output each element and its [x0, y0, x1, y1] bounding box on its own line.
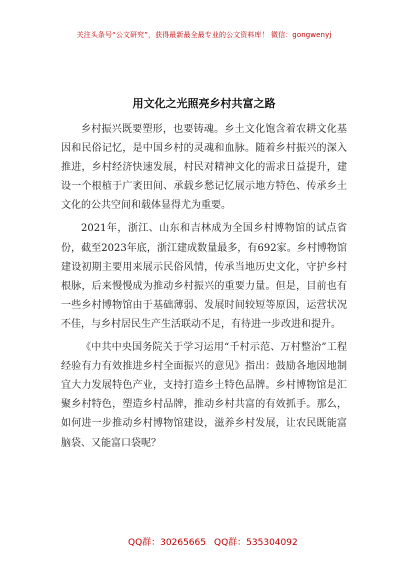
header-notice: 关注头条号“公文研究”，获得最新最全最专业的公文资料库！ 微信：gongwenyj [76, 31, 332, 39]
qq-group-2: QQ群：535304092 [214, 538, 298, 548]
document-title: 用文化之光照亮乡村共富之路 [132, 97, 276, 110]
document-body [61, 120, 347, 457]
paragraph-3: 《中共中央国务院关于学习运用“千村示范、万村整治”工程经验有力有效推进乡村全面振兴的意见》指出：鼓励各地因地制宜大力发展特色产业，支持打造乡土特色品牌。乡村博物馆是汇聚乡村特色，塑造乡村品牌，推动乡村共富的有效抓手。那么，如何进一步推动乡村博物馆建设，滋养乡村发展，让农民既能富脑袋、又能富口袋呢？ [61, 342, 347, 449]
paragraph-2: 2021年，浙江、山东和吉林成为全国乡村博物馆的试点省份，截至2023年底，浙江建成数量最多，有692家。乡村博物馆建设初期主要用来展示民俗风情，传承当地历史文化，守护乡村根脉，后来慢慢成为推动乡村振兴的重要力量。但是，目前也有一些乡村博物馆由于基础薄弱、发展时间较短等原因，运营状况不佳，与乡村居民生产生活联动不足，有待进一步改进和提升。 [61, 223, 347, 330]
paragraph-1: 乡村振兴既要塑形，也要铸魂。乡土文化饱含着农耕文化基因和民俗记忆，是中国乡村的灵魂和血脉。随着乡村振兴的深入推进，乡村经济快速发展，村民对精神文化的需求日益提升，建设一个根植于广袤田间、承载乡愁记忆展示地方特色、传承乡土文化的公共空间和载体显得尤为重要。 [61, 124, 347, 212]
qq-group-1: QQ群：30265665 [128, 538, 206, 548]
